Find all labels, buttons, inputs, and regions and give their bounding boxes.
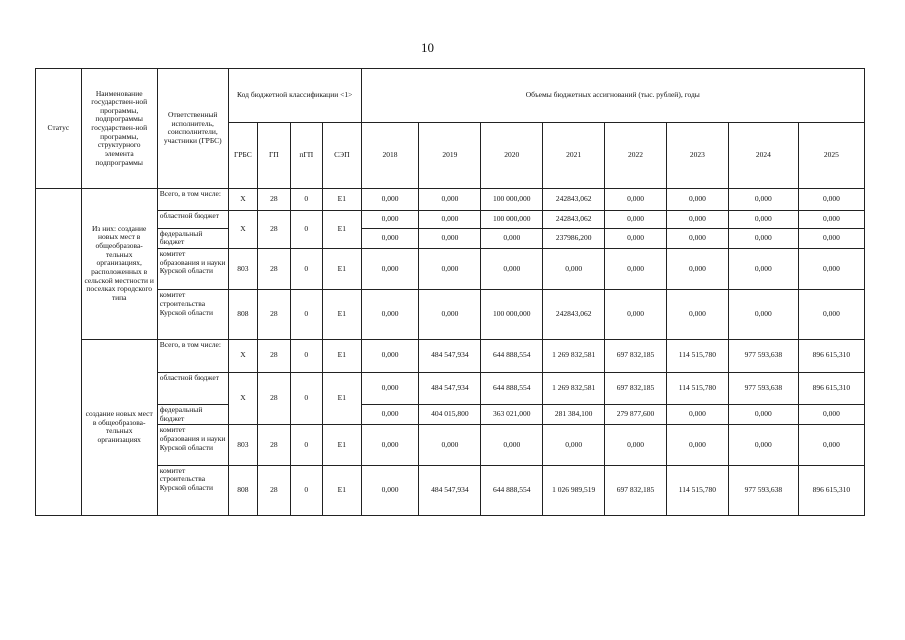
value-cell: 0,000 xyxy=(798,405,864,425)
value-cell: 0,000 xyxy=(543,249,605,290)
page-number: 10 xyxy=(421,40,434,55)
value-cell: 0,000 xyxy=(543,425,605,465)
code-gp: 28 xyxy=(258,188,290,210)
code-pgp: 0 xyxy=(290,188,322,210)
value-cell: 0,000 xyxy=(666,290,728,339)
value-cell: 242843,062 xyxy=(543,290,605,339)
value-cell: 0,000 xyxy=(728,425,798,465)
header-responsible: Ответственный исполнитель, соисполнители, участники (ГРБС) xyxy=(157,69,228,189)
value-cell: 0,000 xyxy=(798,210,864,228)
value-cell: 484 547,934 xyxy=(419,339,481,372)
value-cell: 0,000 xyxy=(419,425,481,465)
code-sep: Е1 xyxy=(323,249,362,290)
table-row xyxy=(36,465,865,515)
group-name: Из них: создание новых мест в общеобразова-тельных организациях, расположенных в сельской местности и поселках городского типа xyxy=(81,188,157,339)
row-label: комитет строительства Курской области xyxy=(157,465,228,515)
value-cell: 484 547,934 xyxy=(419,372,481,404)
header-year: 2019 xyxy=(419,123,481,188)
code-gp: 28 xyxy=(258,372,290,425)
code-gp: 28 xyxy=(258,290,290,339)
code-sep: Е1 xyxy=(323,372,362,425)
value-cell: 0,000 xyxy=(605,249,667,290)
code-gp: 28 xyxy=(258,210,290,248)
value-cell: 0,000 xyxy=(361,290,419,339)
value-cell: 281 384,100 xyxy=(543,405,605,425)
value-cell: 977 593,638 xyxy=(728,372,798,404)
code-grbs: 803 xyxy=(228,249,257,290)
code-sep: Е1 xyxy=(323,425,362,465)
header-code-pgp: пГП xyxy=(290,123,322,188)
code-gp: 28 xyxy=(258,249,290,290)
row-label: комитет образования и науки Курской области xyxy=(157,425,228,465)
value-cell: 100 000,000 xyxy=(481,210,543,228)
table-body xyxy=(36,188,865,515)
value-cell: 697 832,185 xyxy=(605,372,667,404)
value-cell: 644 888,554 xyxy=(481,465,543,515)
code-gp: 28 xyxy=(258,465,290,515)
table-row xyxy=(36,228,865,248)
value-cell: 644 888,554 xyxy=(481,339,543,372)
code-gp: 28 xyxy=(258,425,290,465)
value-cell: 363 021,000 xyxy=(481,405,543,425)
code-sep: Е1 xyxy=(323,210,362,248)
value-cell: 100 000,000 xyxy=(481,188,543,210)
code-grbs: 803 xyxy=(228,425,257,465)
table-row xyxy=(36,339,865,372)
value-cell: 242843,062 xyxy=(543,210,605,228)
code-sep: Е1 xyxy=(323,339,362,372)
row-label: комитет строительства Курской области xyxy=(157,290,228,339)
value-cell: 100 000,000 xyxy=(481,290,543,339)
code-pgp: 0 xyxy=(290,372,322,425)
value-cell: 896 615,310 xyxy=(798,339,864,372)
row-label: областной бюджет xyxy=(157,210,228,228)
value-cell: 0,000 xyxy=(728,188,798,210)
value-cell: 0,000 xyxy=(481,228,543,248)
value-cell: 0,000 xyxy=(481,425,543,465)
header-name: Наименование государствен-ной программы, подпрограммы государствен-ной программы, структурного элемента подпрограммы xyxy=(81,69,157,189)
header-year: 2020 xyxy=(481,123,543,188)
value-cell: 0,000 xyxy=(605,290,667,339)
value-cell: 0,000 xyxy=(728,210,798,228)
value-cell: 484 547,934 xyxy=(419,465,481,515)
value-cell: 237986,200 xyxy=(543,228,605,248)
value-cell: 896 615,310 xyxy=(798,372,864,404)
value-cell: 0,000 xyxy=(605,188,667,210)
value-cell: 0,000 xyxy=(605,228,667,248)
value-cell: 0,000 xyxy=(361,188,419,210)
value-cell: 0,000 xyxy=(605,210,667,228)
header-year: 2018 xyxy=(361,123,419,188)
value-cell: 0,000 xyxy=(798,290,864,339)
code-sep: Е1 xyxy=(323,290,362,339)
row-label: федеральный бюджет xyxy=(157,405,228,425)
table-row xyxy=(36,188,865,210)
header-bk-code: Код бюджетной классификации <1> xyxy=(228,69,361,123)
value-cell: 1 269 832,581 xyxy=(543,372,605,404)
row-label: областной бюджет xyxy=(157,372,228,404)
value-cell: 0,000 xyxy=(798,228,864,248)
header-code-sep: СЭП xyxy=(323,123,362,188)
value-cell: 0,000 xyxy=(728,290,798,339)
status-cell xyxy=(36,188,82,515)
code-sep: Е1 xyxy=(323,465,362,515)
value-cell: 1 026 989,519 xyxy=(543,465,605,515)
code-pgp: 0 xyxy=(290,425,322,465)
value-cell: 0,000 xyxy=(361,405,419,425)
code-pgp: 0 xyxy=(290,290,322,339)
value-cell: 0,000 xyxy=(728,405,798,425)
code-pgp: 0 xyxy=(290,210,322,248)
value-cell: 114 515,780 xyxy=(666,372,728,404)
value-cell: 0,000 xyxy=(419,210,481,228)
value-cell: 1 269 832,581 xyxy=(543,339,605,372)
value-cell: 242843,062 xyxy=(543,188,605,210)
code-grbs: Х xyxy=(228,188,257,210)
code-grbs: 808 xyxy=(228,465,257,515)
table-row xyxy=(36,249,865,290)
value-cell: 0,000 xyxy=(419,290,481,339)
header-status: Статус xyxy=(36,69,82,189)
row-label: Всего, в том числе: xyxy=(157,188,228,210)
value-cell: 977 593,638 xyxy=(728,465,798,515)
row-label: комитет образования и науки Курской области xyxy=(157,249,228,290)
value-cell: 0,000 xyxy=(361,339,419,372)
value-cell: 404 015,800 xyxy=(419,405,481,425)
group-name: создание новых мест в общеобразова-тельных организациях xyxy=(81,339,157,515)
value-cell: 0,000 xyxy=(798,249,864,290)
value-cell: 0,000 xyxy=(361,425,419,465)
value-cell: 896 615,310 xyxy=(798,465,864,515)
table-row xyxy=(36,425,865,465)
value-cell: 0,000 xyxy=(419,228,481,248)
header-year: 2025 xyxy=(798,123,864,188)
value-cell: 0,000 xyxy=(481,249,543,290)
value-cell: 0,000 xyxy=(361,228,419,248)
header-volumes: Объемы бюджетных ассигнований (тыс. рублей), годы xyxy=(361,69,864,123)
value-cell: 0,000 xyxy=(419,249,481,290)
value-cell: 697 832,185 xyxy=(605,339,667,372)
code-pgp: 0 xyxy=(290,339,322,372)
value-cell: 697 832,185 xyxy=(605,465,667,515)
table-row xyxy=(36,405,865,425)
value-cell: 114 515,780 xyxy=(666,339,728,372)
code-sep: Е1 xyxy=(323,188,362,210)
table-row xyxy=(36,372,865,404)
budget-table xyxy=(35,68,865,516)
value-cell: 0,000 xyxy=(666,405,728,425)
value-cell: 0,000 xyxy=(361,249,419,290)
code-pgp: 0 xyxy=(290,465,322,515)
value-cell: 0,000 xyxy=(798,188,864,210)
value-cell: 0,000 xyxy=(419,188,481,210)
header-year: 2021 xyxy=(543,123,605,188)
value-cell: 0,000 xyxy=(728,249,798,290)
row-label: Всего, в том числе: xyxy=(157,339,228,372)
header-code-grbs: ГРБС xyxy=(228,123,257,188)
header-year: 2022 xyxy=(605,123,667,188)
code-grbs: Х xyxy=(228,210,257,248)
value-cell: 0,000 xyxy=(666,249,728,290)
value-cell: 644 888,554 xyxy=(481,372,543,404)
value-cell: 0,000 xyxy=(361,372,419,404)
value-cell: 0,000 xyxy=(666,210,728,228)
header-year: 2024 xyxy=(728,123,798,188)
value-cell: 114 515,780 xyxy=(666,465,728,515)
table-row xyxy=(36,210,865,228)
value-cell: 279 877,600 xyxy=(605,405,667,425)
value-cell: 977 593,638 xyxy=(728,339,798,372)
code-grbs: Х xyxy=(228,339,257,372)
code-grbs: Х xyxy=(228,372,257,425)
header-row-1 xyxy=(36,69,865,123)
value-cell: 0,000 xyxy=(605,425,667,465)
value-cell: 0,000 xyxy=(361,465,419,515)
value-cell: 0,000 xyxy=(666,228,728,248)
value-cell: 0,000 xyxy=(361,210,419,228)
row-label: федеральный бюджет xyxy=(157,228,228,248)
value-cell: 0,000 xyxy=(798,425,864,465)
header-code-gp: ГП xyxy=(258,123,290,188)
code-gp: 28 xyxy=(258,339,290,372)
value-cell: 0,000 xyxy=(666,425,728,465)
header-year: 2023 xyxy=(666,123,728,188)
code-grbs: 808 xyxy=(228,290,257,339)
code-pgp: 0 xyxy=(290,249,322,290)
value-cell: 0,000 xyxy=(666,188,728,210)
value-cell: 0,000 xyxy=(728,228,798,248)
table-row xyxy=(36,290,865,339)
